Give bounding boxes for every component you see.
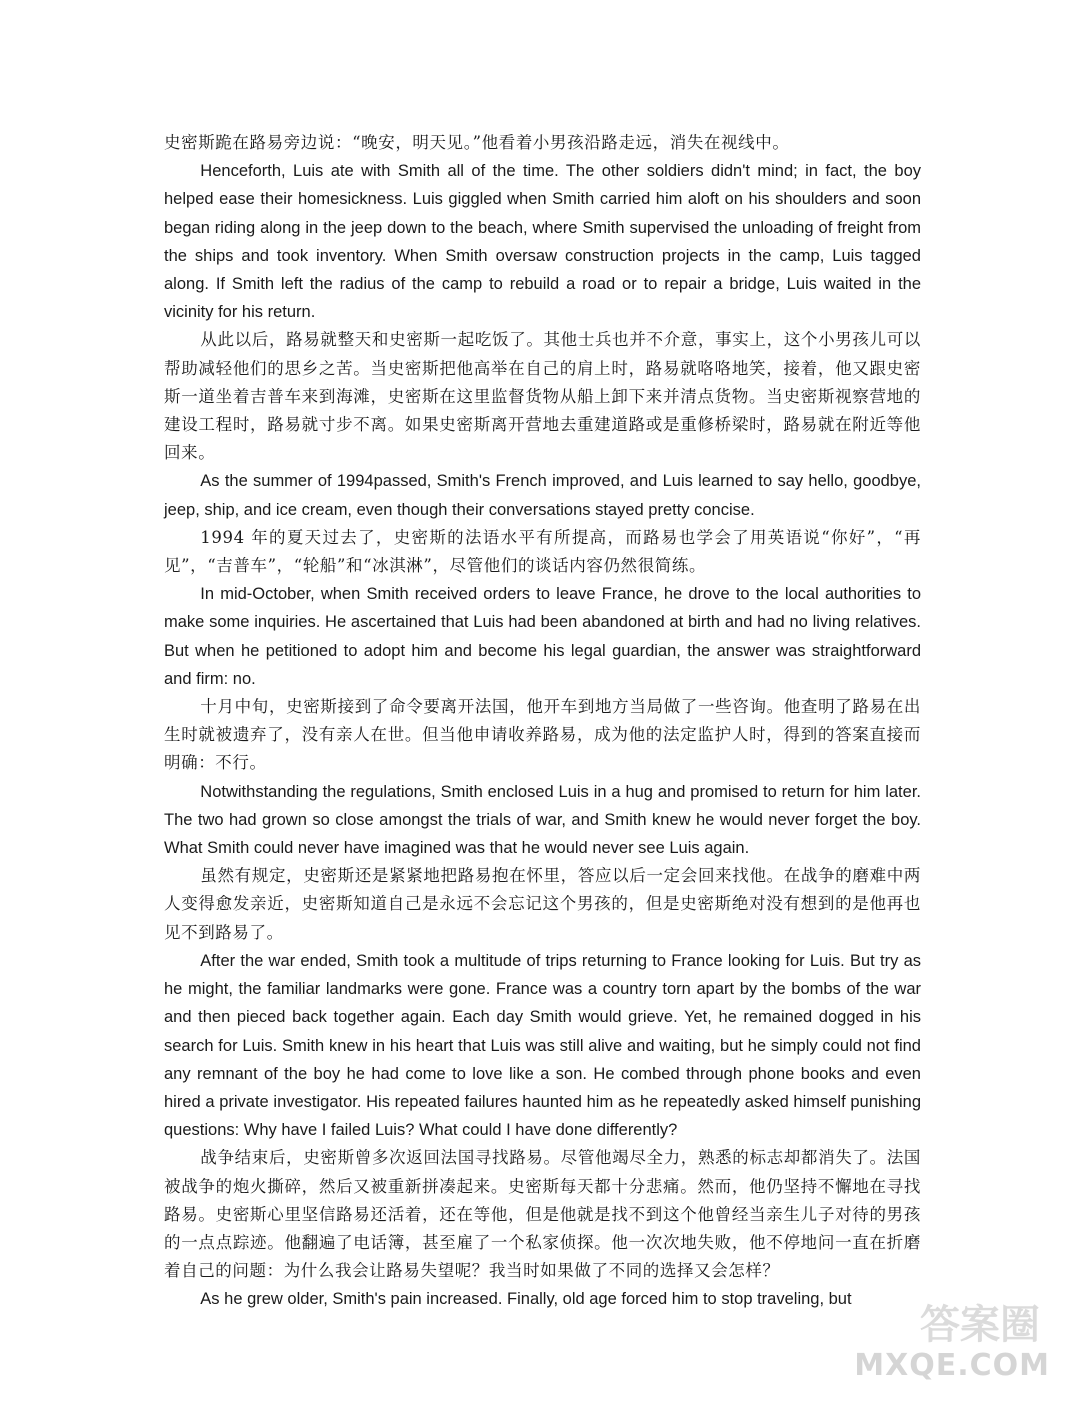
paragraph-12: As he grew older, Smith's pain increased. Finally, old age forced him to stop traveling, but	[200, 1290, 852, 1309]
paragraph-10: After the war ended, Smith took a multitude of trips returning to France looking for Luis. But try as he might, the familiar landmarks were gone. France was a country torn apart by the bombs of the war and then pieced back together again. Each day Smith would grieve. Yet, he remained dogged in his search for Luis. Smith knew in his heart that Luis was still alive and waiting, but he simply could not find any remnant of the boy he had come to love like a son. He combed through phone books and even hired a private investigator. His repeated failures haunted him as he repeatedly asked himself punishing questions: Why have I failed Luis? What could I have done differently?	[164, 951, 921, 1140]
paragraph-9: 虽然有规定，史密斯还是紧紧地把路易抱在怀里，答应以后一定会回来找他。在战争的磨难中两人变得愈发亲近，史密斯知道自己是永远不会忘记这个男孩的，但是史密斯绝对没有想到的是他再也见不到路易了。	[164, 866, 921, 942]
paragraph-1: 史密斯跪在路易旁边说：“晚安，明天见。”他看着小男孩沿路走远，消失在视线中。	[164, 133, 790, 152]
paragraph-6: In mid-October, when Smith received orders to leave France, he drove to the local authorities to make some inquiries. He ascertained that Luis had been abandoned at birth and had no living relatives. But when he petitioned to adopt him and become his legal guardian, the answer was straightforward and firm: no.	[164, 585, 921, 688]
paragraph-11: 战争结束后，史密斯曾多次返回法国寻找路易。尽管他竭尽全力，熟悉的标志却都消失了。法国被战争的炮火撕碎，然后又被重新拼凑起来。史密斯每天都十分悲痛。然而，他仍坚持不懈地在寻找路易。史密斯心里坚信路易还活着，还在等他，但是他就是找不到这个他曾经当亲生儿子对待的男孩的一点点踪迹。他翻遍了电话簿，甚至雇了一个私家侦探。他一次次地失败，他不停地问一直在折磨着自己的问题：为什么我会让路易失望呢？我当时如果做了不同的选择又会怎样？	[164, 1148, 921, 1281]
paragraph-8: Notwithstanding the regulations, Smith enclosed Luis in a hug and promised to return for him later. The two had grown so close amongst the trials of war, and Smith knew he would never forget the boy. What Smith could never have imagined was that he would never see Luis again.	[164, 782, 921, 858]
paragraph-4: As the summer of 1994passed, Smith's French improved, and Luis learned to say hello, goodbye, jeep, ship, and ice cream, even though their conversations stayed pretty concise.	[164, 472, 921, 519]
paragraph-5: 1994 年的夏天过去了，史密斯的法语水平有所提高，而路易也学会了用英语说“你好”，“再见”，“吉普车”，“轮船”和“冰淇淋”，尽管他们的谈话内容仍然很简练。	[164, 527, 921, 576]
paragraph-2: Henceforth, Luis ate with Smith all of the time. The other soldiers didn't mind; in fact, the boy helped ease their homesickness. Luis giggled when Smith carried him aloft on his shoulders and soon began riding along in the jeep down to the beach, where Smith supervised the unloading of freight from the ships and took inventory. When Smith oversaw construction projects in the camp, Luis tagged along. If Smith left the radius of the camp to rebuild a road or to repair a bridge, Luis waited in the vicinity for his return.	[164, 162, 921, 322]
watermark-site: MXQE.COM	[854, 1348, 1050, 1383]
watermark-logo: 答案圈	[920, 1301, 1040, 1348]
paragraph-3: 从此以后，路易就整天和史密斯一起吃饭了。其他士兵也并不介意，事实上，这个小男孩儿可以帮助减轻他们的思乡之苦。当史密斯把他高举在自己的肩上时，路易就咯咯地笑，接着，他又跟史密斯一道坐着吉普车来到海滩，史密斯在这里监督货物从船上卸下来并清点货物。当史密斯视察营地的建设工程时，路易就寸步不离。如果史密斯离开营地去重建道路或是重修桥梁时，路易就在附近等他回来。	[164, 330, 921, 463]
paragraph-7: 十月中旬，史密斯接到了命令要离开法国，他开车到地方当局做了一些咨询。他查明了路易在出生时就被遗弃了，没有亲人在世。但当他申请收养路易，成为他的法定监护人时，得到的答案直接而明确：不行。	[164, 697, 921, 773]
document-body	[164, 129, 921, 1314]
